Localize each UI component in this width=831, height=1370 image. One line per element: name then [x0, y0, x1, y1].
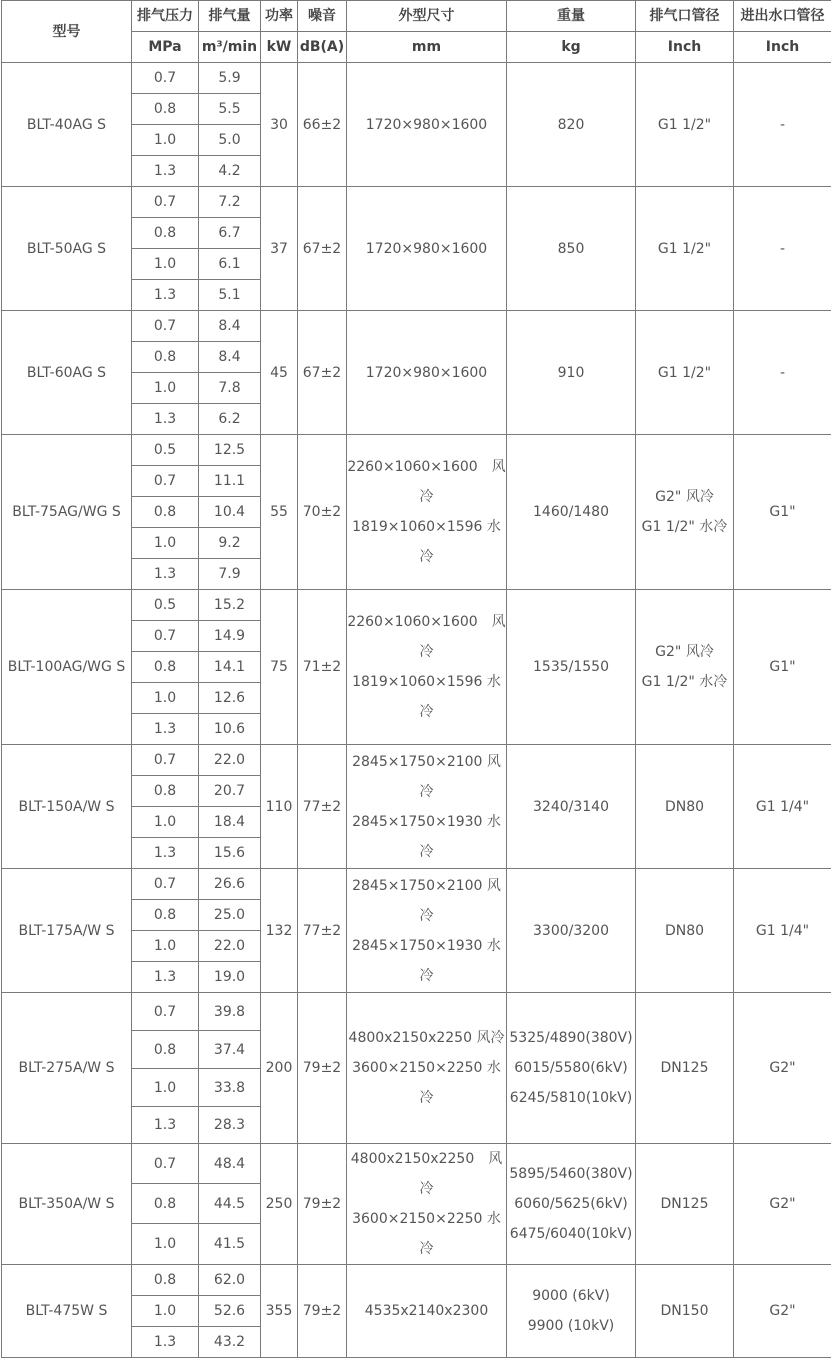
pressure-value: 1.0 [132, 931, 199, 962]
unit-pressure: MPa [132, 32, 199, 63]
dimensions-value [347, 869, 507, 993]
pressure-value: 0.7 [132, 1144, 199, 1184]
flow-value: 22.0 [199, 931, 261, 962]
table-row [2, 869, 831, 900]
outlet-line: G1 1/2" 水冷 [641, 519, 728, 535]
pressure-value: 0.8 [132, 652, 199, 683]
flow-value: 44.5 [199, 1184, 261, 1224]
flow-value: 4.2 [199, 156, 261, 187]
unit-noise: dB(A) [298, 32, 347, 63]
water-value: G1" [734, 590, 831, 745]
flow-value: 15.2 [199, 590, 261, 621]
water-value: - [734, 187, 831, 311]
water-value: G1 1/4" [734, 869, 831, 993]
header-dimensions: 外型尺寸 [347, 1, 507, 32]
outlet-line: DN150 [660, 1303, 709, 1319]
flow-value: 48.4 [199, 1144, 261, 1184]
header-flow: 排气量 [199, 1, 261, 32]
pressure-value: 0.8 [132, 1031, 199, 1069]
unit-water: Inch [734, 32, 831, 63]
power-value: 200 [261, 993, 298, 1144]
header-pressure: 排气压力 [132, 1, 199, 32]
dimensions-line: 2845×1750×1930 水冷 [352, 937, 501, 984]
power-value: 37 [261, 187, 298, 311]
outlet-line: G1 1/2" [657, 116, 712, 133]
pressure-value: 1.0 [132, 683, 199, 714]
water-value: G1 1/4" [734, 745, 831, 869]
flow-value: 25.0 [199, 900, 261, 931]
weight-value [507, 435, 636, 590]
pressure-value: 0.8 [132, 1184, 199, 1224]
outlet-line: G2" 风冷 [655, 489, 714, 505]
flow-value: 39.8 [199, 993, 261, 1031]
outlet-value [636, 869, 734, 993]
flow-value: 28.3 [199, 1107, 261, 1144]
pressure-value: 0.7 [132, 63, 199, 94]
weight-value [507, 1144, 636, 1265]
outlet-line: DN125 [660, 1196, 709, 1212]
weight-line: 5895/5460(380V) [509, 1166, 633, 1182]
weight-line: 9000 (6kV) [532, 1288, 610, 1304]
weight-line: 1535/1550 [533, 659, 609, 675]
flow-value: 8.4 [199, 311, 261, 342]
power-value: 355 [261, 1265, 298, 1358]
dimensions-line: 1720×980×1600 [365, 116, 488, 133]
pressure-value: 0.7 [132, 993, 199, 1031]
table-row [2, 993, 831, 1031]
weight-line: 3300/3200 [533, 922, 609, 939]
weight-line: 3240/3140 [533, 798, 609, 815]
unit-outlet: Inch [636, 32, 734, 63]
flow-value: 14.1 [199, 652, 261, 683]
outlet-line: G1 1/2" 水冷 [641, 674, 728, 690]
pressure-value: 0.7 [132, 745, 199, 776]
outlet-value [636, 1144, 734, 1265]
pressure-value: 1.3 [132, 280, 199, 311]
weight-line: 6475/6040(10kV) [509, 1226, 633, 1242]
noise-value: 67±2 [298, 187, 347, 311]
outlet-value [636, 311, 734, 435]
header-noise: 噪音 [298, 1, 347, 32]
dimensions-value [347, 745, 507, 869]
flow-value: 43.2 [199, 1327, 261, 1358]
power-value: 75 [261, 590, 298, 745]
flow-value: 7.2 [199, 187, 261, 218]
flow-value: 11.1 [199, 466, 261, 497]
flow-value: 33.8 [199, 1069, 261, 1107]
pressure-value: 1.0 [132, 1296, 199, 1327]
outlet-line: DN80 [664, 798, 705, 815]
pressure-value: 0.7 [132, 869, 199, 900]
pressure-value: 1.3 [132, 838, 199, 869]
flow-value: 62.0 [199, 1265, 261, 1296]
flow-value: 12.6 [199, 683, 261, 714]
weight-value [507, 745, 636, 869]
flow-value: 18.4 [199, 807, 261, 838]
weight-line: 6245/5810(10kV) [509, 1090, 633, 1106]
model-name: BLT-475W S [2, 1265, 132, 1358]
dimensions-line: 1819×1060×1596 水冷 [352, 674, 501, 720]
outlet-line: G2" 风冷 [655, 644, 714, 660]
dimensions-value [347, 1265, 507, 1358]
table-row [2, 1265, 831, 1296]
flow-value: 8.4 [199, 342, 261, 373]
power-value: 45 [261, 311, 298, 435]
unit-dimensions: mm [347, 32, 507, 63]
water-value: - [734, 311, 831, 435]
outlet-value [636, 63, 734, 187]
dimensions-value [347, 311, 507, 435]
pressure-value: 0.7 [132, 311, 199, 342]
noise-value: 66±2 [298, 63, 347, 187]
header-outlet: 排气口管径 [636, 1, 734, 32]
noise-value: 70±2 [298, 435, 347, 590]
power-value: 30 [261, 63, 298, 187]
weight-value [507, 869, 636, 993]
outlet-line: DN125 [660, 1060, 709, 1076]
model-name: BLT-350A/W S [2, 1144, 132, 1265]
outlet-line: G1 1/2" [657, 240, 712, 257]
unit-weight: kg [507, 32, 636, 63]
header-water: 进出水口管径 [734, 1, 831, 32]
dimensions-line: 3600×2150×2250 水冷 [352, 1060, 501, 1106]
weight-line: 1460/1480 [533, 504, 609, 520]
pressure-value: 1.0 [132, 807, 199, 838]
weight-line: 820 [557, 116, 585, 133]
dimensions-line: 1819×1060×1596 水冷 [352, 519, 501, 565]
model-name: BLT-175A/W S [2, 869, 132, 993]
dimensions-line: 2260×1060×1600 风冷 [347, 614, 506, 660]
water-value: G1" [734, 435, 831, 590]
outlet-value [636, 435, 734, 590]
table-row [2, 590, 831, 621]
pressure-value: 0.8 [132, 342, 199, 373]
header-weight: 重量 [507, 1, 636, 32]
pressure-value: 0.5 [132, 590, 199, 621]
pressure-value: 0.5 [132, 435, 199, 466]
outlet-value [636, 745, 734, 869]
flow-value: 52.6 [199, 1296, 261, 1327]
pressure-value: 0.8 [132, 497, 199, 528]
dimensions-value [347, 590, 507, 745]
dimensions-line: 2260×1060×1600 风冷 [347, 459, 506, 505]
weight-line: 6060/5625(6kV) [514, 1196, 628, 1212]
dimensions-line: 3600×2150×2250 水冷 [352, 1211, 501, 1257]
outlet-value [636, 187, 734, 311]
model-name: BLT-100AG/WG S [2, 590, 132, 745]
dimensions-value [347, 187, 507, 311]
weight-line: 850 [557, 240, 585, 257]
pressure-value: 0.8 [132, 94, 199, 125]
header-model: 型号 [2, 1, 132, 63]
outlet-value [636, 1265, 734, 1358]
flow-value: 41.5 [199, 1224, 261, 1265]
pressure-value: 1.3 [132, 156, 199, 187]
pressure-value: 1.0 [132, 1224, 199, 1265]
noise-value: 77±2 [298, 745, 347, 869]
model-name: BLT-60AG S [2, 311, 132, 435]
pressure-value: 1.3 [132, 1107, 199, 1144]
model-name: BLT-50AG S [2, 187, 132, 311]
flow-value: 9.2 [199, 528, 261, 559]
compressor-spec-table [1, 0, 831, 1358]
table-row [2, 311, 831, 342]
weight-value [507, 63, 636, 187]
dimensions-line: 4535x2140x2300 [364, 1303, 489, 1319]
pressure-value: 1.0 [132, 373, 199, 404]
weight-value [507, 590, 636, 745]
flow-value: 5.1 [199, 280, 261, 311]
noise-value: 77±2 [298, 869, 347, 993]
outlet-value [636, 590, 734, 745]
weight-line: 5325/4890(380V) [509, 1030, 633, 1046]
outlet-line: DN80 [664, 922, 705, 939]
dimensions-line: 2845×1750×1930 水冷 [352, 813, 501, 860]
table-row [2, 745, 831, 776]
dimensions-line: 1720×980×1600 [365, 364, 488, 381]
table-row [2, 1144, 831, 1184]
model-name: BLT-275A/W S [2, 993, 132, 1144]
water-value: G2" [734, 993, 831, 1144]
header-power: 功率 [261, 1, 298, 32]
water-value: G2" [734, 1265, 831, 1358]
pressure-value: 1.0 [132, 249, 199, 280]
flow-value: 5.9 [199, 63, 261, 94]
flow-value: 5.5 [199, 94, 261, 125]
water-value: - [734, 63, 831, 187]
pressure-value: 0.8 [132, 900, 199, 931]
flow-value: 6.1 [199, 249, 261, 280]
pressure-value: 0.7 [132, 466, 199, 497]
pressure-value: 0.8 [132, 218, 199, 249]
noise-value: 79±2 [298, 1144, 347, 1265]
table-row [2, 63, 831, 94]
weight-value [507, 311, 636, 435]
model-name: BLT-75AG/WG S [2, 435, 132, 590]
dimensions-value [347, 993, 507, 1144]
flow-value: 6.7 [199, 218, 261, 249]
dimensions-line: 1720×980×1600 [365, 240, 488, 257]
dimensions-line: 4800x2150x2250 风冷 [348, 1030, 505, 1046]
spec-body [2, 63, 831, 1358]
outlet-line: G1 1/2" [657, 364, 712, 381]
pressure-value: 1.0 [132, 125, 199, 156]
header-row [2, 1, 831, 32]
weight-line: 910 [557, 364, 585, 381]
pressure-value: 1.3 [132, 1327, 199, 1358]
noise-value: 71±2 [298, 590, 347, 745]
dimensions-line: 2845×1750×2100 风冷 [352, 877, 501, 924]
weight-value [507, 993, 636, 1144]
power-value: 132 [261, 869, 298, 993]
flow-value: 37.4 [199, 1031, 261, 1069]
power-value: 110 [261, 745, 298, 869]
flow-value: 12.5 [199, 435, 261, 466]
dimensions-value [347, 63, 507, 187]
flow-value: 22.0 [199, 745, 261, 776]
weight-value [507, 187, 636, 311]
flow-value: 26.6 [199, 869, 261, 900]
table-row [2, 187, 831, 218]
flow-value: 15.6 [199, 838, 261, 869]
pressure-value: 1.3 [132, 559, 199, 590]
dimensions-line: 2845×1750×2100 风冷 [352, 753, 501, 800]
noise-value: 79±2 [298, 993, 347, 1144]
weight-value [507, 1265, 636, 1358]
flow-value: 14.9 [199, 621, 261, 652]
power-value: 55 [261, 435, 298, 590]
pressure-value: 0.8 [132, 1265, 199, 1296]
table-row [2, 435, 831, 466]
dimensions-line: 4800x2150x2250 风冷 [350, 1151, 503, 1197]
power-value: 250 [261, 1144, 298, 1265]
pressure-value: 1.3 [132, 714, 199, 745]
model-name: BLT-40AG S [2, 63, 132, 187]
flow-value: 5.0 [199, 125, 261, 156]
unit-flow: m³/min [199, 32, 261, 63]
weight-line: 6015/5580(6kV) [514, 1060, 628, 1076]
flow-value: 19.0 [199, 962, 261, 993]
pressure-value: 1.0 [132, 1069, 199, 1107]
pressure-value: 1.0 [132, 528, 199, 559]
pressure-value: 0.7 [132, 621, 199, 652]
outlet-value [636, 993, 734, 1144]
pressure-value: 0.7 [132, 187, 199, 218]
dimensions-value [347, 435, 507, 590]
pressure-value: 1.3 [132, 962, 199, 993]
flow-value: 6.2 [199, 404, 261, 435]
flow-value: 7.8 [199, 373, 261, 404]
unit-power: kW [261, 32, 298, 63]
noise-value: 67±2 [298, 311, 347, 435]
flow-value: 10.4 [199, 497, 261, 528]
pressure-value: 0.8 [132, 776, 199, 807]
pressure-value: 1.3 [132, 404, 199, 435]
flow-value: 10.6 [199, 714, 261, 745]
model-name: BLT-150A/W S [2, 745, 132, 869]
water-value: G2" [734, 1144, 831, 1265]
noise-value: 79±2 [298, 1265, 347, 1358]
dimensions-value [347, 1144, 507, 1265]
flow-value: 20.7 [199, 776, 261, 807]
flow-value: 7.9 [199, 559, 261, 590]
weight-line: 9900 (10kV) [527, 1318, 615, 1334]
